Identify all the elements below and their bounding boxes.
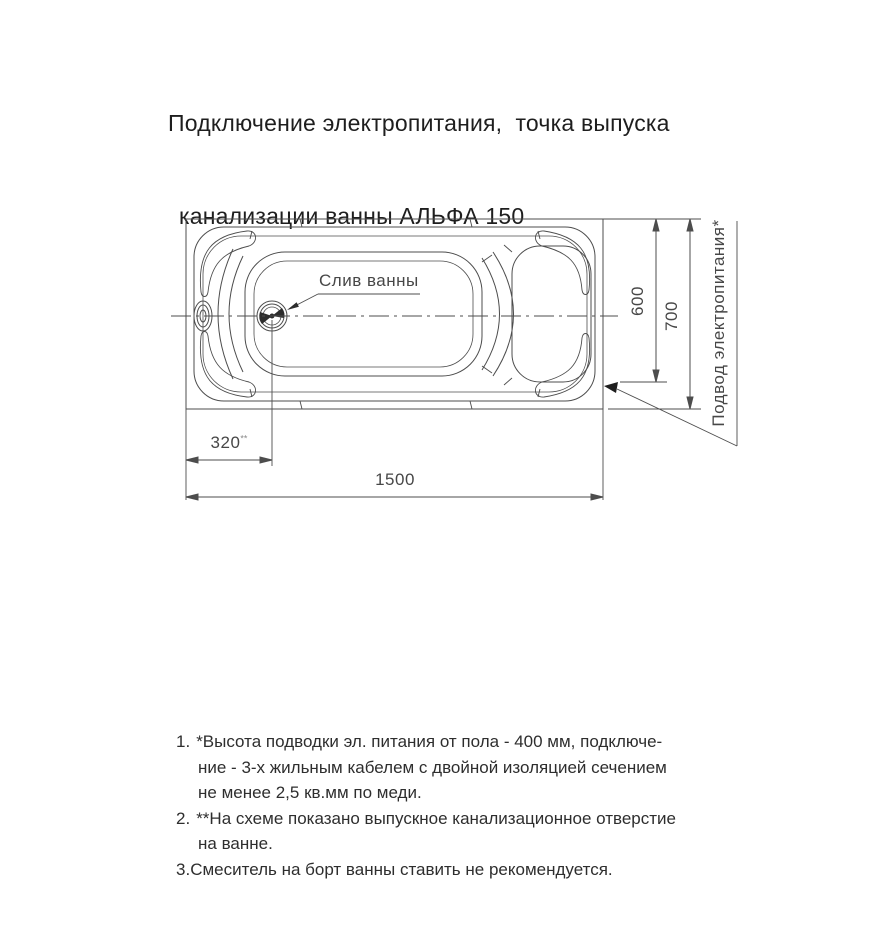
power-supply-label: Подвод электропитания*	[709, 219, 728, 427]
dimension-outer-width: 700	[662, 301, 681, 331]
notes-list	[176, 729, 706, 882]
title-line-1: Подключение электропитания, точка выпуска	[168, 110, 670, 136]
drain-leader-line	[287, 294, 420, 310]
dimension-drain-offset	[197, 433, 261, 453]
note-1-number: 1.	[176, 732, 191, 751]
dimension-drain-offset-note-mark: **	[240, 433, 248, 444]
note-2-line-1: **На схеме показано выпускное канализационное отверстие	[196, 808, 676, 828]
title-line-2: канализации ванны АЛЬФА 150	[179, 203, 525, 229]
note-2-number: 2.	[176, 808, 191, 828]
note-2-line-2: на ванне.	[198, 834, 273, 853]
bathtub-outline	[186, 219, 603, 409]
note-1-line-2: ние - 3-х жильным кабелем с двойной изоляцией сечением	[198, 757, 667, 777]
dimension-drain-offset-value: 320	[210, 433, 241, 452]
note-1-line-1: *Высота подводки эл. питания от пола - 400 мм, подключе-	[196, 732, 663, 751]
note-1-line-3: не менее 2,5 кв.мм по меди.	[198, 783, 422, 802]
drain-label: Слив ванны	[319, 271, 419, 290]
note-1	[176, 729, 706, 755]
bathtub-basin	[218, 246, 591, 382]
note-3	[176, 857, 706, 883]
note-2	[176, 806, 706, 832]
dimension-length: 1500	[375, 470, 415, 489]
note-3-line-1: Смеситель на борт ванны ставить не рекомендуется.	[190, 859, 613, 879]
note-3-number: 3.	[176, 859, 191, 879]
dimension-inner-width: 600	[628, 286, 647, 316]
